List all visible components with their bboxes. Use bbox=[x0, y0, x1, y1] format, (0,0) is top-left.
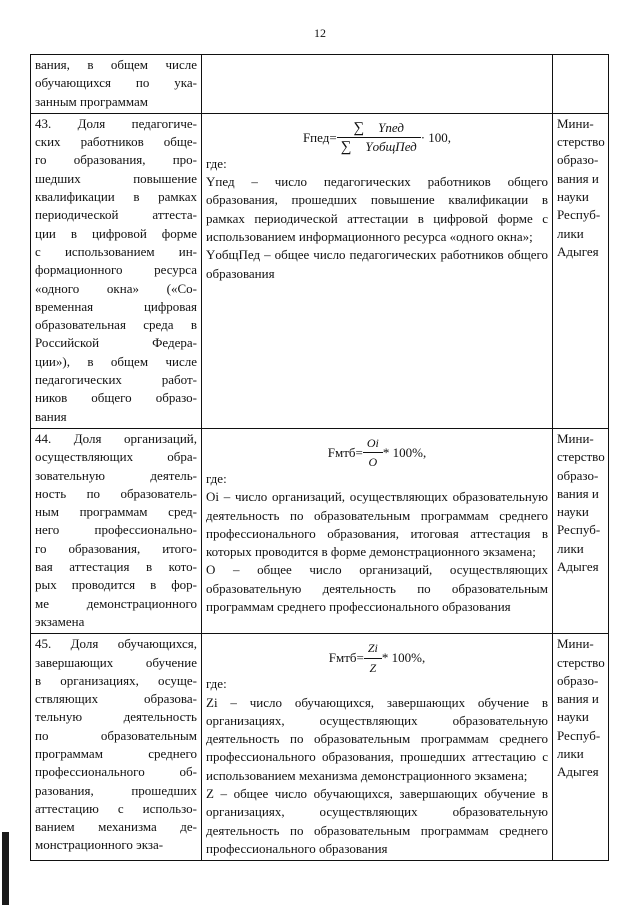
ministry-line: образо- bbox=[557, 152, 599, 168]
table-row bbox=[31, 113, 609, 428]
indicator-name-line: в организациях, осуще- bbox=[35, 672, 197, 688]
formula-numerator-text: Yпед bbox=[378, 119, 404, 135]
formula-fraction bbox=[364, 639, 382, 677]
indicator-name-line: ствляющих образова- bbox=[35, 691, 197, 707]
ministry-line: Мини- bbox=[557, 115, 594, 131]
ministry-line: науки bbox=[557, 709, 589, 725]
formula-lhs: Fмтб bbox=[327, 444, 356, 460]
formula-denominator bbox=[337, 138, 421, 156]
indicator-name-line: «одного окна» («Со- bbox=[35, 280, 197, 296]
ministry-line: Респуб- bbox=[557, 207, 601, 223]
ministry-line: Респуб- bbox=[557, 727, 601, 743]
formula-numerator bbox=[364, 639, 382, 658]
formula-lhs: Fпед bbox=[302, 129, 330, 145]
indicator-name-line: обучающихся по ука- bbox=[35, 75, 197, 91]
indicator-name-line: образовательная среда в bbox=[35, 317, 197, 333]
ministry-line: Респуб- bbox=[557, 522, 601, 538]
ministry-line: образо- bbox=[557, 467, 599, 483]
indicator-name-line: занным программам bbox=[35, 93, 148, 109]
responsible-cell bbox=[553, 634, 609, 861]
where-label: где: bbox=[206, 470, 227, 486]
formula-cell bbox=[202, 634, 553, 861]
formula-lhs: Fмтб bbox=[328, 649, 357, 665]
ministry-line: Мини- bbox=[557, 636, 594, 652]
ministry-line: вания и bbox=[557, 485, 599, 501]
ministry-line: науки bbox=[557, 504, 589, 520]
formula-denominator bbox=[363, 453, 383, 471]
sum-symbol: ∑ bbox=[340, 139, 352, 156]
formula-cell bbox=[202, 113, 553, 428]
formula-denominator bbox=[364, 659, 382, 677]
indicator-name-line: ников общего образо- bbox=[35, 390, 197, 406]
indicator-name-line: го образования, про- bbox=[35, 152, 197, 168]
formula-denominator-text: Z bbox=[369, 660, 377, 675]
formula-fraction bbox=[363, 434, 383, 472]
formula-tail: * 100%, bbox=[382, 444, 427, 460]
where-label: где: bbox=[206, 155, 227, 171]
indicator-name-line: шедших повышение bbox=[35, 170, 197, 186]
formula bbox=[206, 434, 548, 470]
indicator-name-line: вания, в общем числе bbox=[35, 57, 197, 72]
indicator-name-line: монстрационного экза- bbox=[35, 837, 164, 853]
variable-definition: Yпед – число педагогических работников общего образования, прошедших повышение квалификации в рамках периодической аттестации в цифровой форме с использованием информационного ресурса «одного окна»; bbox=[206, 174, 548, 245]
indicator-name-line: по образовательным bbox=[35, 727, 197, 743]
formula-denominator-text: O bbox=[368, 455, 378, 470]
indicator-name-line: ным программам сред- bbox=[35, 504, 197, 520]
formula-numerator-text: Oi bbox=[366, 435, 379, 450]
indicator-name-line: ских работников обще- bbox=[35, 134, 197, 150]
responsible-cell bbox=[553, 428, 609, 633]
sum-symbol: ∑ bbox=[353, 119, 365, 136]
indicators-table bbox=[30, 54, 609, 861]
indicator-name-cell bbox=[31, 428, 202, 633]
indicator-name-line: вания bbox=[35, 408, 67, 424]
ministry-line: образо- bbox=[557, 672, 599, 688]
ministry-line: лики bbox=[557, 225, 584, 241]
where-label: где: bbox=[206, 676, 227, 692]
formula-numerator bbox=[337, 119, 421, 138]
ministry-line: Мини- bbox=[557, 430, 594, 446]
table-row bbox=[31, 55, 609, 114]
indicator-name-line: экзамена bbox=[35, 613, 85, 629]
formula-cell bbox=[202, 428, 553, 633]
indicator-name-line: завершающих обучение bbox=[35, 654, 197, 670]
formula-cell bbox=[202, 55, 553, 114]
ministry-line: Адыгея bbox=[557, 764, 599, 780]
variable-definition: O – общее число организаций, осуществляющих образовательную деятельность по образовательным программам среднего профессионального образования bbox=[206, 562, 548, 615]
variable-definition: Oi – число организаций, осуществляющих образовательную деятельность по образовательным программам среднего профессионального образования, итоговая аттестация в которых проводится в форме демонстрационного экзамена; bbox=[206, 489, 548, 560]
formula bbox=[206, 639, 548, 675]
ministry-line: Адыгея bbox=[557, 243, 599, 259]
indicator-name-line: осуществляющих обра- bbox=[35, 449, 197, 465]
indicator-name-line: 45. Доля обучающихся, bbox=[35, 636, 197, 652]
ministry-line: лики bbox=[557, 745, 584, 761]
responsible-cell bbox=[553, 113, 609, 428]
indicator-name-line: тельную деятельность bbox=[35, 709, 197, 725]
page-number: 12 bbox=[314, 26, 326, 40]
ministry-line: Адыгея bbox=[557, 559, 599, 575]
indicator-name-line: него профессионально- bbox=[35, 522, 197, 538]
formula-tail: · 100, bbox=[420, 129, 452, 145]
indicator-name-line: аттестацию с использо- bbox=[35, 800, 197, 816]
indicator-name-line: формационного ресурса bbox=[35, 262, 197, 278]
ministry-line: стерство bbox=[557, 134, 605, 150]
formula-fraction bbox=[337, 119, 421, 157]
formula bbox=[206, 119, 548, 156]
indicator-name-line: программам среднего bbox=[35, 745, 197, 761]
indicator-name-line: 44. Доля организаций, bbox=[35, 430, 197, 446]
ministry-line: науки bbox=[557, 189, 589, 205]
indicator-name-line: ность по образователь- bbox=[35, 485, 197, 501]
table-row bbox=[31, 634, 609, 861]
variable-definition: Zi – число обучающихся, завершающих обучение в организациях, осуществляющих образовательную деятельность по образовательным программам среднего профессионального образования, прошедших аттестацию с использованием механизма демонстрационного экзамена; bbox=[206, 694, 548, 783]
indicator-name-line: разования, прошедших bbox=[35, 782, 197, 798]
ministry-line: стерство bbox=[557, 449, 605, 465]
formula-numerator-text: Zi bbox=[367, 641, 378, 656]
indicator-name-line: ме демонстрационного bbox=[35, 595, 197, 611]
table-row bbox=[31, 428, 609, 633]
indicator-name-line: ции»), в общем числе bbox=[35, 353, 197, 369]
formula-equals: = bbox=[356, 649, 364, 665]
indicator-name-line: 43. Доля педагогиче- bbox=[35, 115, 197, 131]
ministry-line: лики bbox=[557, 540, 584, 556]
indicator-name-line: Российской Федера- bbox=[35, 335, 197, 351]
indicator-name-line: ванием механизма де- bbox=[35, 819, 197, 835]
ministry-line: вания и bbox=[557, 170, 599, 186]
indicator-name-line: ции в цифровой форме bbox=[35, 225, 197, 241]
responsible-cell bbox=[553, 55, 609, 114]
formula-tail: * 100%, bbox=[381, 649, 426, 665]
indicator-name-cell bbox=[31, 634, 202, 861]
ministry-line: вания и bbox=[557, 691, 599, 707]
indicator-name-line: квалификации в рамках bbox=[35, 189, 197, 205]
indicator-name-line: зовательную деятель- bbox=[35, 467, 197, 483]
variable-definition: Z – общее число обучающихся, завершающих обучение в организациях, осуществляющих образовательную деятельность по образовательным программам среднего профессионального образования bbox=[206, 785, 548, 856]
indicator-name-line: профессионального об- bbox=[35, 764, 197, 780]
formula-numerator bbox=[363, 434, 383, 453]
indicator-name-line: вая аттестация в кото- bbox=[35, 559, 197, 575]
indicator-name-line: рых проводится в фор- bbox=[35, 577, 197, 593]
indicator-name-cell bbox=[31, 113, 202, 428]
scan-edge-mark bbox=[2, 832, 9, 905]
variable-definition: YобщПед – общее число педагогических работников общего образования bbox=[206, 247, 548, 281]
indicator-name-line: педагогических работ- bbox=[35, 372, 197, 388]
indicator-name-cell bbox=[31, 55, 202, 114]
indicator-name-line: го образования, итого- bbox=[35, 540, 197, 556]
formula-equals: = bbox=[355, 444, 363, 460]
indicator-name-line: временная цифровая bbox=[35, 298, 197, 314]
ministry-line: стерство bbox=[557, 654, 605, 670]
formula-denominator-text: YобщПед bbox=[365, 139, 417, 155]
indicator-name-line: периодической аттеста- bbox=[35, 207, 197, 223]
indicator-name-line: с использованием ин- bbox=[35, 243, 197, 259]
formula-equals: = bbox=[329, 129, 337, 145]
